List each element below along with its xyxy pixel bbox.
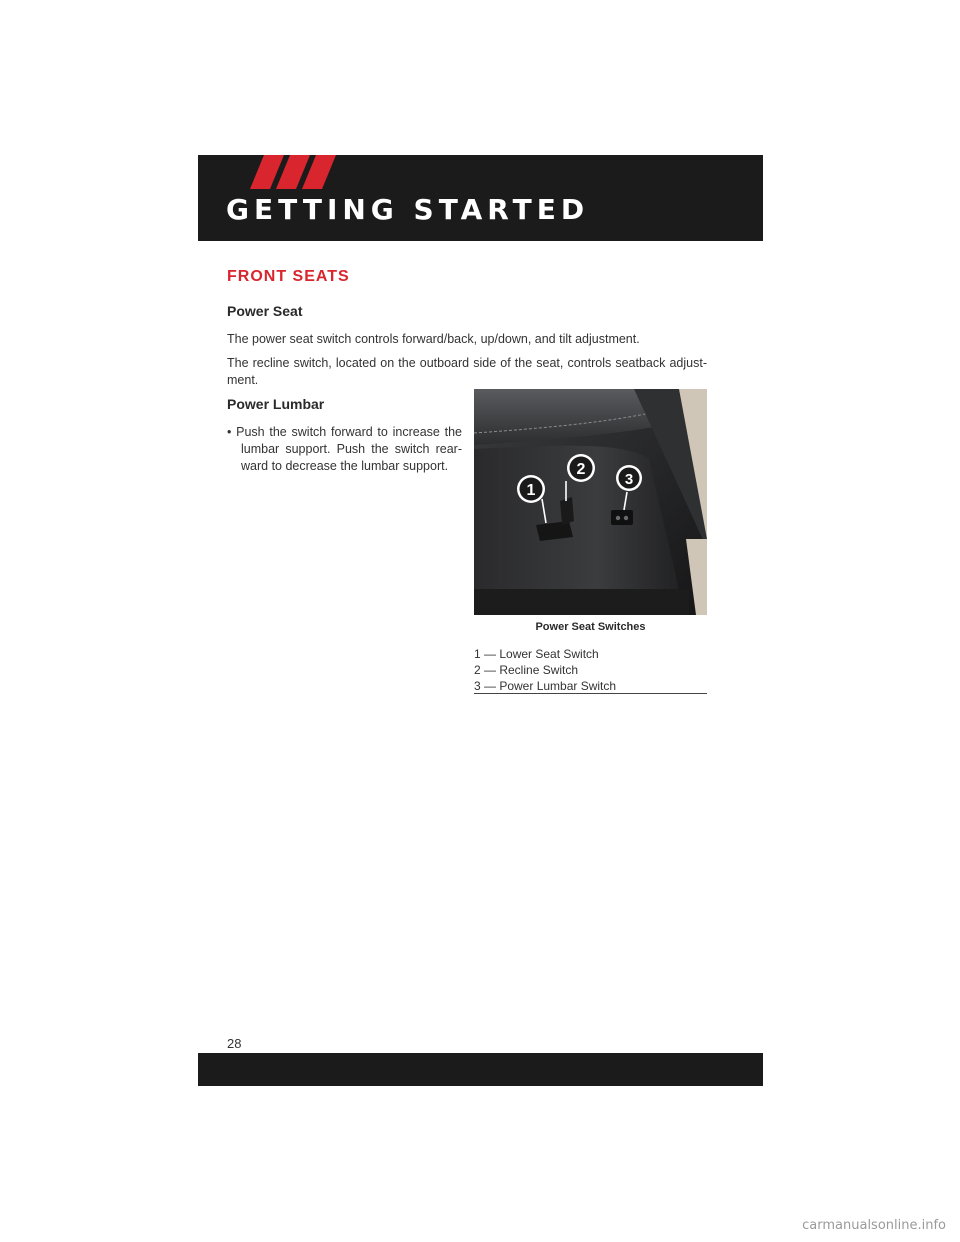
header-band [198,155,763,241]
section-title: FRONT SEATS [227,268,350,285]
callout-1-label: 1 [526,482,536,499]
figure-caption: Power Seat Switches [535,621,646,633]
lumbar-switch-dot-2 [624,516,628,520]
racing-stripes-icon [250,155,342,189]
carpet [474,589,689,615]
legend-divider [474,693,707,694]
legend-item: 3 — Power Lumbar Switch [474,679,617,693]
callout-2-label: 2 [576,461,586,478]
legend-item: 1 — Lower Seat Switch [474,647,599,661]
power-seat-para-1: The power seat switch controls forward/back, up/down, and tilt adjustment. [227,332,640,346]
lumbar-switch-dot-1 [616,516,620,520]
power-seat-para-2: The recline switch, located on the outboard side of the seat, controls seatback adjust-ment. [227,356,707,387]
header-title: GETTING STARTED [226,193,590,226]
power-lumbar-bullet: • Push the switch forward to increase the lumbar support. Push the switch rear-ward to decrease the lumbar support. [227,425,462,473]
legend-item: 2 — Recline Switch [474,663,579,677]
figure-legend [474,646,707,694]
watermark-text: carmanualsonline.info [802,1218,946,1233]
footer-band [198,1053,763,1086]
callout-3-label: 3 [624,471,634,488]
power-seat-heading: Power Seat [227,303,303,319]
recline-switch [560,497,574,525]
power-lumbar-heading: Power Lumbar [227,396,325,412]
power-seat-switches-photo [474,389,707,615]
page-number: 28 [227,1036,242,1051]
lumbar-switch [611,510,633,525]
